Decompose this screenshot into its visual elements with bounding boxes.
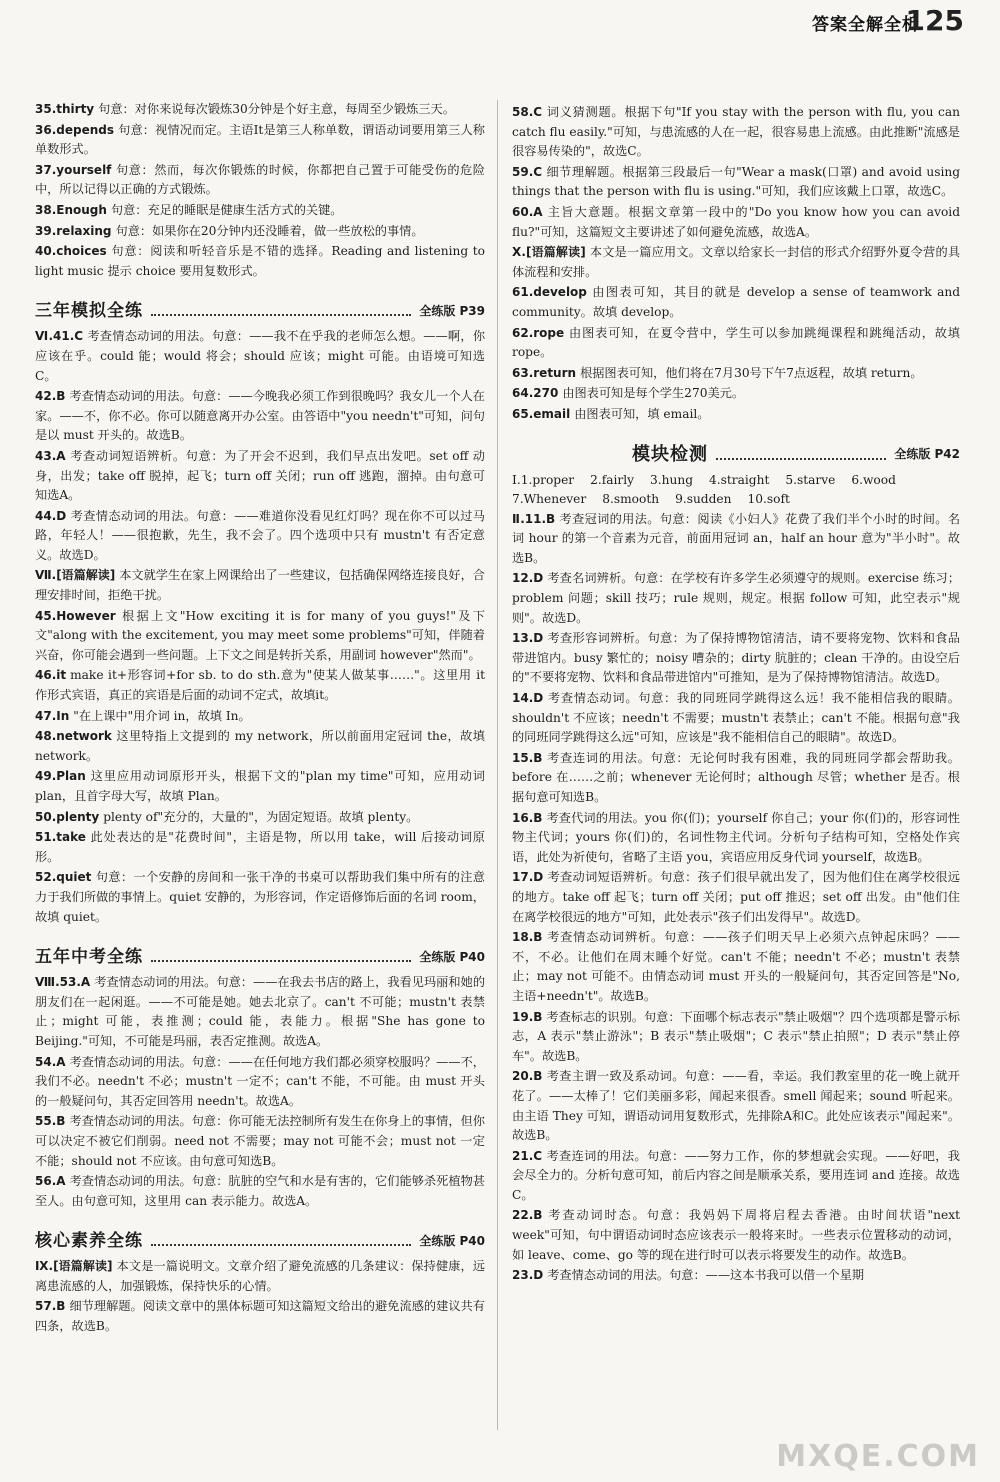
answer-explanation: 根据图表可知，他们将在7月30号下午7点返程，故填 return。	[580, 365, 923, 380]
answer-explanation: 句意：然而，每次你锻炼的时候，你都把自己置于可能受伤的危险中，所以记得以正确的方式锻炼。	[35, 162, 485, 197]
section-header-mokuai	[512, 439, 960, 465]
section-title: 核心素养全练	[35, 1230, 143, 1251]
answer-item	[35, 222, 485, 242]
answer-item	[35, 1297, 485, 1336]
answer-item	[35, 1257, 485, 1296]
answer-explanation: 考查情态动词的用法。句意：你可能无法控制所有发生在你身上的事情，但你可以决定不被它们削弱。need not 不需要；may not 可能不会；must not 一定不能；should not 不应该。由句意可知选B。	[35, 1114, 485, 1168]
answer-explanation: 考查动词时态。句意：我妈妈下周将启程去香港。由时间状语"next week"可知，句中谓语动词时态应该表示一般将来时。一些表示位置移动的动词，如 leave、come、go 等的现在进行时可以表示将要发生的动作。故选B。	[512, 1208, 960, 1262]
answer-explanation: 考查情态动词的用法。句意：——这本书我可以借一个星期	[547, 1268, 865, 1283]
left-column	[35, 100, 485, 1338]
answer-number: 55.B	[35, 1114, 66, 1129]
answer-item	[512, 749, 960, 808]
answer-explanation: 细节理解题。根据第三段最后一句"Wear a mask(口罩) and avoid using things that the person with flu is using."可知，我们应该戴上口罩，故选C。	[512, 164, 960, 199]
answer-number: 15.B	[512, 750, 543, 765]
answer-explanation: 考查动词短语辨析。句意：为了开会不迟到，我们早点出发吧。set off 动身，出发；take off 脱掉，起飞；turn off 关闭；run off 逃跑，溜掉。由句意可知选A。	[35, 448, 485, 503]
fill-answer: 5.starve	[785, 472, 836, 487]
section-title: 三年模拟全练	[35, 300, 143, 321]
answer-item	[512, 809, 960, 868]
answer-explanation: 这里特指上文提到的 my network，所以前面用定冠词 the，故填 network。	[35, 729, 485, 763]
answer-item	[512, 405, 960, 425]
answer-item	[35, 828, 485, 867]
answer-item	[35, 973, 485, 1051]
answer-number: 64.270	[512, 386, 559, 401]
answer-item	[35, 1172, 485, 1211]
answer-item	[35, 767, 485, 806]
items-group-a	[35, 100, 485, 281]
answer-item	[35, 868, 485, 927]
answer-explanation: plenty of"充分的，大量的"，为固定短语。故填 plenty。	[103, 809, 419, 824]
answer-item	[512, 384, 960, 404]
answer-item	[35, 161, 485, 200]
section-header-hexin	[35, 1225, 485, 1251]
watermark-logo: MXQE.COM	[776, 1439, 980, 1474]
answer-item	[35, 201, 485, 221]
answer-item	[512, 569, 960, 628]
answer-item	[512, 243, 960, 282]
answer-item	[35, 242, 485, 281]
answer-explanation: 这里应用动词原形开头，根据下文的"plan my time"可知，应用动词 plan，且首字母大写，故填 Plan。	[35, 769, 485, 803]
answer-explanation: 由图表可知，填 email。	[574, 406, 710, 421]
answer-explanation: 句意：对你来说每次锻炼30分钟是个好主意，每周至少锻炼三天。	[98, 102, 455, 116]
section-ref: 全练版 P42	[894, 446, 960, 461]
answer-explanation: 考查形容词辨析。句意：为了保持博物馆清洁，请不要将宠物、饮料和食品带进馆内。busy 繁忙的；noisy 嘈杂的；dirty 肮脏的；clean 干净的。由设空后的"不要将宠物、饮料和食品带进馆内"可推知，是为了保持博物馆清洁。故选D。	[512, 631, 960, 685]
section-header-sannian	[35, 295, 485, 321]
answer-number: Ⅵ.41.C	[35, 329, 84, 344]
answer-explanation: 由图表可知，其目的就是 develop a sense of teamwork and community。故填 develop。	[512, 285, 960, 319]
items-group-d	[35, 1257, 485, 1336]
answer-number: Ⅸ.[语篇解读]	[35, 1259, 113, 1274]
answer-explanation: 考查情态动词的用法。句意：——我不在乎我的老师怎么想。——啊，你应该在乎。could 能；would 将会；should 应该；might 可能。由语境可知选C。	[35, 329, 486, 383]
answer-item	[35, 327, 485, 386]
column-divider	[497, 100, 498, 1430]
answer-item	[512, 283, 960, 322]
answer-number: Ⅷ.53.A	[35, 975, 91, 990]
dotted-leader	[151, 960, 411, 962]
answer-number: 17.D	[512, 870, 544, 885]
answer-explanation: 考查情态动词辨析。句意：——孩子们明天早上必须六点钟起床吗？——不，不必。让他们在周末睡个好觉。can't 不能；needn't 不必；mustn't 表禁止；may not 可能不。由情态动词 must 开头的一般疑问句，其否定回答是"No, 主语+needn't"。故选B。	[512, 930, 960, 1003]
fill-answer: 4.straight	[709, 472, 770, 487]
answer-number: 63.return	[512, 365, 577, 380]
fill-answers-row-1	[512, 471, 960, 491]
answer-number: 50.plenty	[35, 809, 100, 824]
answer-item	[35, 566, 485, 605]
fill-answer: 2.fairly	[590, 472, 635, 487]
answer-number: 59.C	[512, 164, 543, 179]
right-column	[512, 103, 960, 1287]
answer-explanation: 考查动词短语辨析。句意：孩子们很早就出发了，因为他们住在离学校很远的地方。take off 起飞；turn off 关闭；put off 推迟；set off 出发。由"他们住在离学校很远的地方"可知，此处表示"孩子们出发得早"。故选D。	[512, 870, 960, 924]
items-group-c	[35, 973, 485, 1211]
answer-number: 62.rope	[512, 325, 565, 340]
answer-explanation: 细节理解题。阅读文章中的黑体标题可知这篇短文给出的避免流感的建议共有四条，故选B。	[35, 1299, 485, 1334]
answer-item	[35, 507, 485, 566]
answer-explanation: 考查标志的识别。句意：下面哪个标志表示"禁止吸烟"？四个选项都是警示标志，A 表示"禁止游泳"；B 表示"禁止吸烟"；C 表示"禁止拍照"；D 表示"禁止停车"。故选B。	[512, 1009, 960, 1063]
answer-number: 57.B	[35, 1299, 66, 1314]
section-ref: 全练版 P39	[419, 303, 485, 318]
answer-number: 46.it	[35, 668, 67, 683]
fill-answer: 9.sudden	[675, 492, 732, 507]
answer-item	[512, 1206, 960, 1265]
answer-item	[35, 447, 485, 506]
answer-number: Ⅱ.11.B	[512, 511, 556, 526]
answer-explanation: 考查连词的用法。句意：——努力工作，你的梦想就会实现。——好吧，我会尽全力的。分析句意可知，前后内容之间是顺承关系，要用连词 and 连接。故选C。	[512, 1148, 960, 1202]
answer-item	[35, 121, 485, 160]
answer-explanation: 本文是一篇说明文。文章介绍了避免流感的几条建议：保持健康，远离患流感的人，加强锻炼，保持快乐的心情。	[35, 1259, 485, 1293]
section-ref: 全练版 P40	[419, 1233, 485, 1248]
answer-explanation: 由图表可知是每个学生270美元。	[562, 386, 745, 401]
answer-explanation: 由图表可知，在夏令营中，学生可以参加跳绳课程和跳绳活动，故填 rope。	[512, 325, 960, 360]
answer-explanation: 句意：阅读和听轻音乐是不错的选择。Reading and listening to light music 提示 choice 要用复数形式。	[35, 244, 485, 278]
answer-explanation: 词义猜测题。根据下句"If you stay with the person with flu, you can catch flu easily."可知，与患流感的人在一起，很容易患上流感。由此推断"流感是很容易传染的"，故选C。	[512, 105, 960, 159]
answer-item	[35, 387, 485, 446]
fill-answer: 8.smooth	[602, 492, 660, 507]
answer-explanation: 考查冠词的用法。句意：阅读《小妇人》花费了我们半个小时的时间。名词 hour 的第一个音素为元音，前面用冠词 an，half an hour 意为"半小时"。故选B。	[512, 511, 961, 565]
dotted-leader	[151, 314, 411, 316]
answer-explanation: make it+形容词+for sb. to do sth.意为"使某人做某事……"。这里用 it 作形式宾语，真正的宾语是后面的动词不定式，故填it。	[35, 668, 485, 703]
answer-number: 37.yourself	[35, 162, 112, 177]
answer-explanation: 考查情态动词的用法。句意：——在任何地方我们都必须穿校服吗？——不，我们不必。needn't 不必；mustn't 一定不；can't 不能，不可能。由 must 开头的一般疑问句，其否定回答用 needn't。故选A。	[35, 1054, 485, 1108]
answer-item	[35, 1053, 485, 1112]
answer-number: 42.B	[35, 389, 66, 404]
answer-item	[35, 707, 485, 727]
answer-explanation: 此处表达的是"花费时间"，主语是物，所以用 take，will 后接动词原形。	[35, 830, 485, 864]
answer-number: 52.quiet	[35, 870, 92, 885]
answer-explanation: 本文是一篇应用文。文章以给家长一封信的形式介绍野外夏令营的具体流程和安排。	[512, 245, 961, 279]
answer-number: 45.However	[35, 608, 116, 623]
answer-explanation: "在上课中"用介词 in，故填 In。	[73, 708, 251, 723]
dotted-leader	[716, 458, 886, 460]
answer-number: 47.In	[35, 708, 70, 723]
answer-explanation: 考查情态动词的用法。句意：肮脏的空气和水是有害的，它们能够杀死植物甚至人。由句意可知，这里用 can 表示能力。故选A。	[35, 1174, 485, 1208]
answer-explanation: 考查情态动词的用法。句意：——难道你没看见红灯吗？现在你不可以过马路，年轻人！——很抱歉，先生，我不会了。四个选项中只有 mustn't 有否定意义。故选D。	[35, 508, 485, 562]
answer-item	[512, 163, 960, 202]
answer-explanation: 考查名词辨析。句意：在学校有许多学生必须遵守的规则。exercise 练习；problem 问题；skill 技巧；rule 规则，规定。根据 follow 可知，此空表示"规则"。故选D。	[512, 571, 960, 625]
items-group-b	[512, 510, 960, 1286]
answer-number: 13.D	[512, 631, 544, 646]
answer-number: 49.Plan	[35, 769, 86, 784]
answer-number: 16.B	[512, 810, 543, 825]
answer-number: Ⅶ.[语篇解读]	[35, 568, 116, 583]
answer-number: 36.depends	[35, 122, 114, 137]
answer-item	[35, 808, 485, 828]
answer-item	[512, 203, 960, 242]
fill-answer: Ⅰ.1.proper	[512, 472, 575, 487]
answer-number: 19.B	[512, 1009, 543, 1024]
answer-number: 38.Enough	[35, 202, 107, 217]
answer-explanation: 考查连词的用法。句意：无论何时我有困难，我的同班同学都会帮助我。before 在……之前；whenever 无论何时；although 尽管；whether 是否。根据句意可知选B。	[512, 750, 960, 804]
answer-number: 14.D	[512, 691, 544, 706]
answer-item	[512, 1147, 960, 1206]
answer-item	[512, 928, 960, 1006]
fill-answer: 6.wood	[851, 472, 896, 487]
answer-number: 18.B	[512, 930, 543, 945]
answer-number: 54.A	[35, 1054, 66, 1069]
answer-item	[512, 1067, 960, 1145]
answer-number: 43.A	[35, 448, 66, 463]
answer-item	[35, 666, 485, 705]
header-title: 答案全解全析	[812, 15, 920, 35]
fill-answer: 3.hung	[650, 472, 694, 487]
answer-item	[512, 1266, 960, 1286]
answer-item	[512, 629, 960, 688]
answer-item	[512, 868, 960, 927]
items-group-a	[512, 103, 960, 425]
answer-number: 20.B	[512, 1069, 543, 1084]
answer-explanation: 主旨大意题。根据文章第一段中的"Do you know how you can avoid flu?"可知，这篇短文主要讲述了如何避免流感，故选A。	[512, 204, 960, 239]
answer-explanation: 本文就学生在家上网课给出了一些建议，包括确保网络连接良好，合理安排时间，拒绝干扰。	[35, 568, 485, 603]
answer-number: 39.relaxing	[35, 223, 112, 238]
answer-item	[35, 1112, 485, 1171]
answer-number: 23.D	[512, 1268, 544, 1283]
fill-answers-row-2	[512, 490, 960, 510]
answer-number: 35.thirty	[35, 102, 95, 116]
page-header	[0, 0, 1000, 44]
answer-explanation: 考查情态动词的用法。句意：——今晚我必须工作到很晚吗？我女儿一个人在家。——不，你不必。你可以随意离开办公室。由答语中"you needn't"可知，问句是以 must 开头的。故选B。	[35, 389, 485, 443]
answer-explanation: 句意：一个安静的房间和一张干净的书桌可以帮助我们集中所有的注意力于我们所做的事情上。quiet 安静的，为形容词，作定语修饰后面的名词 room，故填 quiet。	[35, 870, 485, 924]
answer-explanation: 句意：充足的睡眠是健康生活方式的关键。	[110, 202, 343, 217]
answer-explanation: 考查情态动词。句意：我的同班同学跳得这么远！我不能相信我的眼睛。shouldn't 不应该；needn't 不需要；mustn't 表禁止；can't 不能。根据句意"我的同班同学跳得这么远"可知，应该是"我不能相信自己的眼睛"。故选D。	[512, 691, 960, 745]
section-title: 模块检测	[632, 443, 708, 465]
section-header-wunian	[35, 941, 485, 967]
page-number: 125	[905, 4, 964, 37]
answer-number: 58.C	[512, 105, 543, 119]
answer-number: 44.D	[35, 508, 67, 523]
answer-number: 61.develop	[512, 285, 587, 300]
answer-number: 12.D	[512, 571, 544, 586]
section-title: 五年中考全练	[35, 946, 143, 967]
answer-number: 22.B	[512, 1208, 543, 1223]
answer-explanation: 句意：视情况而定。主语It是第三人称单数，谓语动词要用第三人称单数形式。	[35, 122, 485, 157]
answer-number: 21.C	[512, 1148, 543, 1163]
answer-item	[35, 727, 485, 766]
items-group-b	[35, 327, 485, 927]
answer-explanation: 句意：如果你在20分钟内还没睡着，做一些放松的事情。	[115, 223, 424, 238]
answer-explanation: 考查代词的用法。you 你(们)；yourself 你自己；your 你(们)的，形容词性物主代词；yours 你(们)的，名词性物主代词。分析句子结构可知，空格处作宾语，此处为祈使句，省略了主语 you，宾语应用反身代词 yourself，故选B。	[512, 810, 960, 864]
answer-explanation: 考查主谓一致及系动词。句意：——看，幸运。我们教室里的花一晚上就开花了。——太棒了！它们美丽多彩，闻起来很香。smell 闻起来；sound 听起来。由主语 They 可知，谓语动词用复数形式，先排除A和C。此处应该表示"闻起来"。故选B。	[512, 1069, 960, 1143]
answer-number: 40.choices	[35, 244, 107, 259]
answer-item	[512, 510, 960, 569]
fill-answer: 7.Whenever	[512, 492, 587, 507]
answer-item	[512, 324, 960, 363]
answer-explanation: 根据上文"How exciting it is for many of you guys!"及下文"along with the excitement, you may meet some problems"可知，伴随着兴奋，你可能会遇到一些问题。上下文之间是转折关系，用副词 however"然而"。	[35, 608, 485, 662]
fill-answer: 10.soft	[747, 492, 790, 507]
answer-item	[512, 103, 960, 162]
answer-item	[512, 364, 960, 384]
answer-number: 51.take	[35, 830, 86, 845]
answer-number: Ⅹ.[语篇解读]	[512, 245, 586, 260]
answer-number: 65.email	[512, 406, 571, 421]
answer-item	[512, 1008, 960, 1067]
answer-number: 60.A	[512, 204, 543, 219]
dotted-leader	[151, 1244, 411, 1246]
answer-item	[35, 100, 485, 120]
answer-item	[512, 689, 960, 748]
answer-number: 48.network	[35, 729, 112, 744]
answer-item	[35, 607, 485, 666]
answer-number: 56.A	[35, 1174, 66, 1189]
answer-explanation: 考查情态动词的用法。句意：——在我去书店的路上，我看见玛丽和她的朋友们在一起闲逛。——不可能是她。她去北京了。can't 不可能；mustn't 表禁止；might 可能，表推测；could 能，表能力。根据"She has gone to Beijing."可知，不可能是玛丽，表否定推测。故选A。	[35, 975, 486, 1048]
section-ref: 全练版 P40	[419, 949, 485, 964]
